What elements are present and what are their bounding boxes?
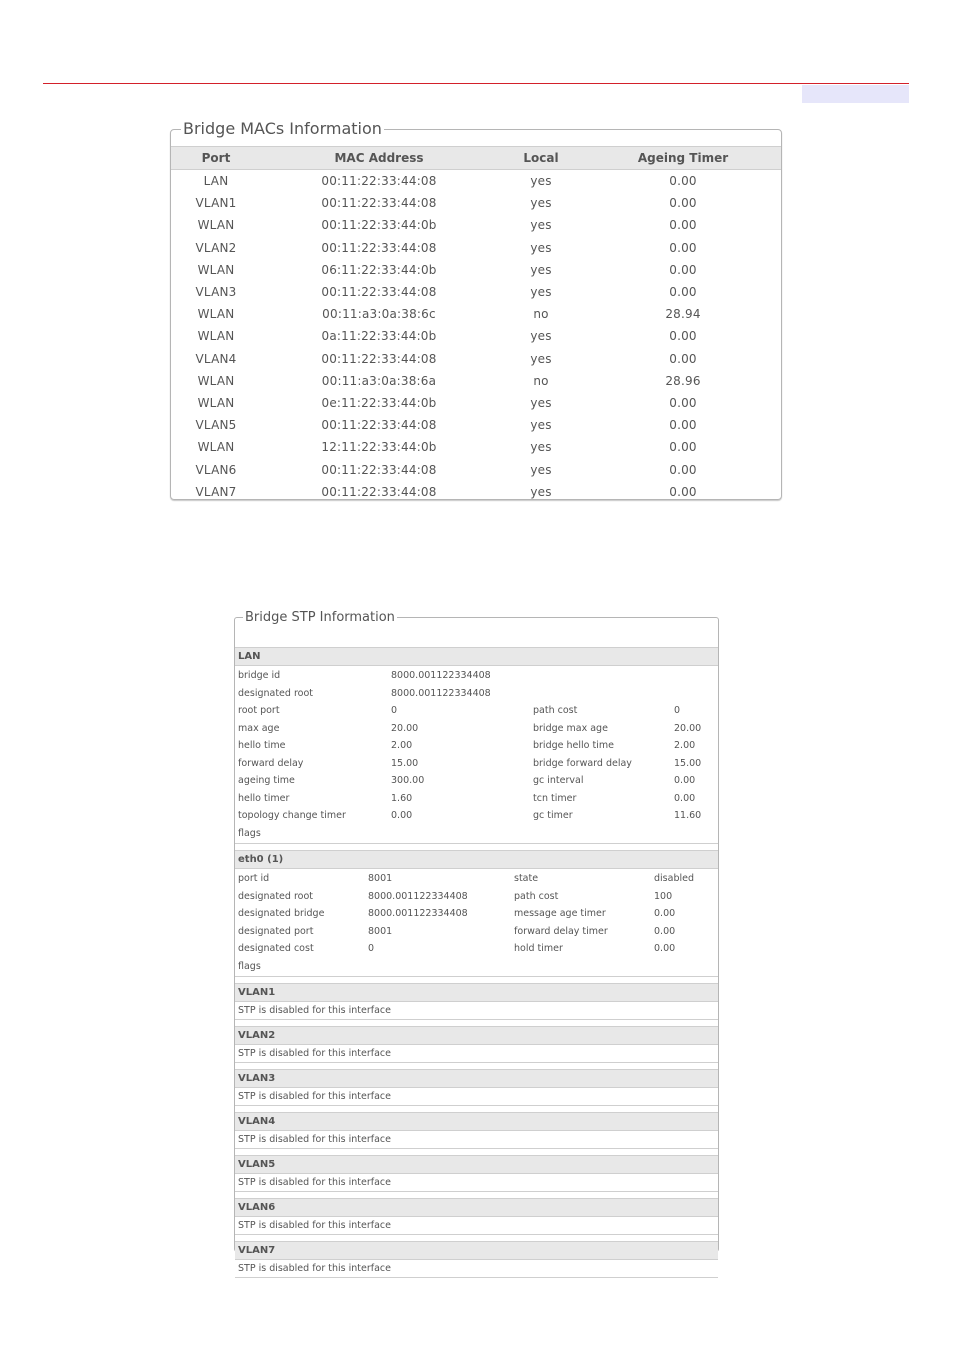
- field-label: hello timer: [238, 792, 290, 804]
- cell-ageing-timer: 0.00: [669, 462, 697, 477]
- field-label: designated bridge: [238, 908, 325, 919]
- cell-mac-address: 00:11:a3:0a:38:6c: [322, 307, 436, 322]
- field-label: designated cost: [238, 943, 314, 954]
- field-label: bridge forward delay: [533, 757, 632, 769]
- cell-port: WLAN: [197, 373, 235, 388]
- field-label: hold timer: [514, 943, 563, 954]
- stp-field-row: [235, 667, 718, 685]
- field-label: ageing time: [238, 775, 295, 786]
- cell-local: yes: [530, 262, 552, 277]
- stp-section-body-lan: [235, 666, 718, 844]
- stp-field-row: [235, 737, 718, 755]
- table-row: [171, 370, 781, 392]
- stp-disabled-message: STP is disabled for this interface: [235, 1174, 718, 1192]
- cell-local: yes: [530, 218, 552, 233]
- cell-ageing-timer: 0.00: [669, 440, 697, 455]
- stp-disabled-message: STP is disabled for this interface: [235, 1131, 718, 1149]
- stp-field-row: [235, 702, 718, 720]
- column-header-mac-address: MAC Address: [261, 147, 497, 170]
- field-label: gc interval: [533, 775, 584, 786]
- field-value: 0.00: [674, 792, 696, 804]
- cell-mac-address: 0e:11:22:33:44:0b: [321, 395, 437, 410]
- cell-port: VLAN7: [195, 484, 237, 499]
- stp-section-body-eth0: [235, 869, 718, 977]
- table-row: [171, 325, 781, 347]
- cell-local: yes: [530, 462, 552, 477]
- stp-field-row: [235, 940, 718, 958]
- bridge-stp-legend: Bridge STP Information: [245, 610, 395, 625]
- cell-ageing-timer: 0.00: [669, 196, 697, 211]
- table-header-row: [171, 147, 781, 170]
- stp-field-row: [235, 790, 718, 808]
- cell-ageing-timer: 0.00: [669, 395, 697, 410]
- cell-ageing-timer: 28.94: [665, 307, 701, 322]
- cell-local: yes: [530, 196, 552, 211]
- stp-field-row: [235, 807, 718, 825]
- bridge-macs-panel: [170, 120, 782, 500]
- table-row: [171, 481, 781, 503]
- cell-local: yes: [530, 484, 552, 499]
- cell-ageing-timer: 0.00: [669, 174, 697, 189]
- field-value: 20.00: [391, 722, 419, 734]
- bridge-macs-table: [171, 146, 781, 503]
- field-value: 8000.001122334408: [368, 908, 468, 919]
- cell-port: VLAN3: [195, 285, 237, 300]
- field-label: message age timer: [514, 908, 606, 919]
- header-rule: [43, 83, 909, 84]
- field-label: gc timer: [533, 810, 573, 821]
- bridge-stp-panel: [234, 610, 719, 1274]
- field-value: 20.00: [674, 722, 702, 734]
- table-row: [171, 436, 781, 458]
- field-label: bridge max age: [533, 722, 608, 734]
- field-label: topology change timer: [238, 810, 346, 821]
- cell-mac-address: 00:11:22:33:44:08: [321, 174, 437, 189]
- cell-port: VLAN5: [195, 418, 237, 433]
- field-value: 2.00: [674, 740, 696, 751]
- field-value: 15.00: [674, 757, 702, 769]
- field-value: [674, 825, 718, 843]
- stp-field-row: [235, 755, 718, 773]
- cell-local: yes: [530, 240, 552, 255]
- cell-local: yes: [530, 440, 552, 455]
- cell-mac-address: 00:11:22:33:44:08: [321, 484, 437, 499]
- cell-mac-address: 00:11:22:33:44:08: [321, 285, 437, 300]
- field-value: [674, 667, 718, 685]
- stp-disabled-message: STP is disabled for this interface: [235, 1045, 718, 1063]
- cell-ageing-timer: 0.00: [669, 240, 697, 255]
- field-label: forward delay timer: [514, 925, 608, 937]
- cell-local: no: [533, 307, 549, 322]
- table-row: [171, 214, 781, 236]
- cell-mac-address: 00:11:22:33:44:08: [321, 418, 437, 433]
- cell-mac-address: 00:11:22:33:44:08: [321, 462, 437, 477]
- table-row: [171, 458, 781, 480]
- field-label: [533, 667, 674, 685]
- cell-port: WLAN: [197, 262, 235, 277]
- field-value: [391, 825, 533, 843]
- field-label: tcn timer: [533, 792, 577, 804]
- field-value: 15.00: [391, 757, 419, 769]
- stp-disabled-message: STP is disabled for this interface: [235, 1260, 718, 1278]
- field-label: designated root: [238, 890, 314, 902]
- cell-port: LAN: [203, 174, 229, 189]
- cell-mac-address: 00:11:22:33:44:0b: [321, 218, 437, 233]
- cell-port: VLAN6: [195, 462, 237, 477]
- stp-section-header-vlan: VLAN4: [235, 1112, 718, 1131]
- cell-mac-address: 12:11:22:33:44:0b: [321, 440, 437, 455]
- stp-section-header-vlan: VLAN3: [235, 1069, 718, 1088]
- cell-local: yes: [530, 329, 552, 344]
- stp-field-row: [235, 685, 718, 703]
- cell-ageing-timer: 28.96: [665, 373, 701, 388]
- field-label: max age: [238, 722, 280, 734]
- cell-ageing-timer: 0.00: [669, 418, 697, 433]
- cell-port: WLAN: [197, 395, 235, 410]
- cell-local: yes: [530, 418, 552, 433]
- field-label: flags: [238, 960, 261, 972]
- column-header-local: Local: [497, 147, 585, 170]
- cell-local: yes: [530, 351, 552, 366]
- field-value: 8000.001122334408: [391, 687, 491, 699]
- field-value: 1.60: [391, 792, 413, 804]
- stp-field-row: [235, 958, 718, 976]
- table-row: [171, 237, 781, 259]
- table-row: [171, 414, 781, 436]
- cell-ageing-timer: 0.00: [669, 329, 697, 344]
- stp-section-header-vlan: VLAN5: [235, 1155, 718, 1174]
- table-row: [171, 192, 781, 214]
- cell-port: WLAN: [197, 440, 235, 455]
- table-row: [171, 303, 781, 325]
- cell-mac-address: 0a:11:22:33:44:0b: [321, 329, 437, 344]
- field-value: 0.00: [654, 943, 676, 954]
- field-label: path cost: [514, 890, 559, 902]
- cell-port: WLAN: [197, 218, 235, 233]
- stp-disabled-message: STP is disabled for this interface: [235, 1217, 718, 1235]
- field-value: 8001: [368, 873, 393, 884]
- field-label: hello time: [238, 740, 286, 751]
- cell-local: yes: [530, 174, 552, 189]
- field-label: designated root: [238, 687, 314, 699]
- stp-field-row: [235, 720, 718, 738]
- cell-mac-address: 00:11:22:33:44:08: [321, 196, 437, 211]
- field-label: flags: [238, 827, 261, 839]
- cell-port: VLAN4: [195, 351, 237, 366]
- field-label: port id: [238, 873, 270, 884]
- field-value: 0.00: [674, 775, 696, 786]
- stp-field-row: [235, 870, 718, 888]
- field-value: 11.60: [674, 810, 702, 821]
- stp-disabled-message: STP is disabled for this interface: [235, 1088, 718, 1106]
- field-value: 2.00: [391, 740, 413, 751]
- cell-port: VLAN1: [195, 196, 237, 211]
- field-value: 0.00: [391, 810, 413, 821]
- stp-section-header-vlan: VLAN1: [235, 983, 718, 1002]
- cell-ageing-timer: 0.00: [669, 218, 697, 233]
- stp-section-header-vlan: VLAN7: [235, 1241, 718, 1260]
- field-value: 8000.001122334408: [368, 890, 468, 902]
- cell-port: WLAN: [197, 307, 235, 322]
- field-label: root port: [238, 705, 280, 716]
- cell-ageing-timer: 0.00: [669, 262, 697, 277]
- bridge-macs-legend: Bridge MACs Information: [183, 119, 382, 138]
- cell-mac-address: 06:11:22:33:44:0b: [321, 262, 437, 277]
- field-value: 300.00: [391, 775, 425, 786]
- field-value: 0: [674, 705, 681, 716]
- stp-disabled-message: STP is disabled for this interface: [235, 1002, 718, 1020]
- field-label: bridge hello time: [533, 740, 614, 751]
- field-label: state: [514, 873, 539, 884]
- table-row: [171, 392, 781, 414]
- stp-field-row: [235, 923, 718, 941]
- field-value: disabled: [654, 873, 694, 884]
- field-value: 0: [368, 943, 375, 954]
- column-header-port: Port: [171, 147, 261, 170]
- field-value: 0: [391, 705, 398, 716]
- field-label: [533, 685, 674, 703]
- stp-section-header-eth0: eth0 (1): [235, 850, 718, 869]
- stp-field-row: [235, 888, 718, 906]
- field-value: 0.00: [654, 925, 676, 937]
- field-label: forward delay: [238, 757, 304, 769]
- field-value: 0.00: [654, 908, 676, 919]
- cell-ageing-timer: 0.00: [669, 351, 697, 366]
- field-value: 100: [654, 890, 673, 902]
- column-header-ageing-timer: Ageing Timer: [585, 147, 781, 170]
- cell-local: no: [533, 373, 549, 388]
- cell-local: yes: [530, 395, 552, 410]
- field-label: path cost: [533, 705, 578, 716]
- table-row: [171, 348, 781, 370]
- cell-port: WLAN: [197, 329, 235, 344]
- cell-port: VLAN2: [195, 240, 237, 255]
- stp-field-row: [235, 905, 718, 923]
- field-label: [533, 825, 674, 843]
- field-value: 8000.001122334408: [391, 670, 491, 681]
- field-label: bridge id: [238, 670, 281, 681]
- cell-mac-address: 00:11:a3:0a:38:6a: [321, 373, 437, 388]
- cell-ageing-timer: 0.00: [669, 484, 697, 499]
- stp-field-row: [235, 772, 718, 790]
- field-value: [654, 958, 718, 976]
- cell-mac-address: 00:11:22:33:44:08: [321, 240, 437, 255]
- cell-local: yes: [530, 285, 552, 300]
- table-row: [171, 259, 781, 281]
- cell-mac-address: 00:11:22:33:44:08: [321, 351, 437, 366]
- field-value: [674, 685, 718, 703]
- stp-section-header-lan: LAN: [235, 647, 718, 666]
- header-tab: [802, 85, 909, 103]
- field-label: [514, 958, 654, 976]
- stp-field-row: [235, 825, 718, 843]
- cell-ageing-timer: 0.00: [669, 285, 697, 300]
- field-value: 8001: [368, 925, 393, 937]
- field-label: designated port: [238, 925, 314, 937]
- stp-section-header-vlan: VLAN2: [235, 1026, 718, 1045]
- table-row: [171, 170, 781, 193]
- field-value: [368, 958, 514, 976]
- table-row: [171, 281, 781, 303]
- stp-content: [235, 647, 718, 1278]
- stp-section-header-vlan: VLAN6: [235, 1198, 718, 1217]
